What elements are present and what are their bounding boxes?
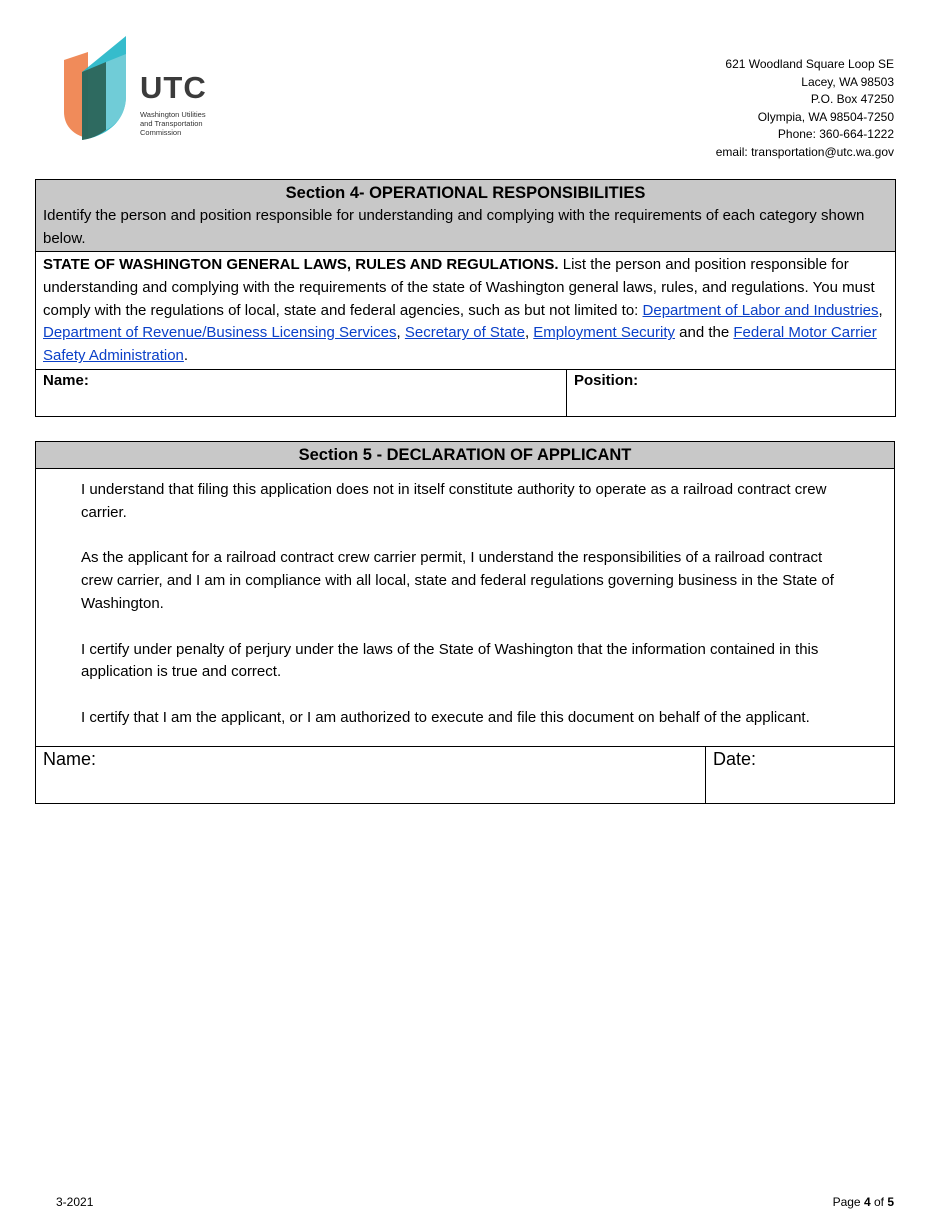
section-5-header (36, 442, 895, 469)
section-5-title: Section 5 - DECLARATION OF APPLICANT (298, 446, 632, 464)
link-labor-industries[interactable]: Department of Labor and Industries (642, 301, 879, 319)
date-label: Date: (713, 748, 757, 769)
section-4-header (36, 180, 896, 252)
link-secretary-of-state[interactable]: Secretary of State (404, 324, 525, 342)
applicant-name-field[interactable] (36, 746, 706, 803)
utc-logo-mark-icon (62, 36, 132, 142)
declaration-paragraph: I certify that I am the applicant, or I am authorized to execute and file this document on behalf of the applicant. (81, 708, 810, 726)
section-4-title: Section 4- OPERATIONAL RESPONSIBILITIES (285, 184, 646, 202)
page-number: Page 4 of 5 (832, 1195, 894, 1209)
declaration-text (36, 469, 895, 747)
position-label: Position: (574, 371, 639, 389)
declaration-paragraph: I certify under penalty of perjury under the laws of the State of Washington that the information contained in this application is true and correct. (81, 640, 819, 681)
address-line: Olympia, WA 98504-7250 (757, 109, 894, 124)
address-line: P.O. Box 47250 (810, 92, 894, 107)
responsible-position-field[interactable] (567, 369, 896, 416)
section-4-table (35, 179, 896, 417)
declaration-paragraph: As the applicant for a railroad contract crew carrier permit, I understand the responsibilities of a railroad contract crew carrier, and I am in compliance with all local, state and federal regulations governing business in the State of Washington. (81, 549, 834, 612)
responsible-name-field[interactable] (36, 369, 567, 416)
date-field[interactable] (706, 746, 895, 803)
form-version: 3-2021 (56, 1195, 94, 1209)
link-fmcsa[interactable]: Federal Motor Carrier Safety Administration (43, 324, 877, 365)
utc-logo (62, 36, 242, 142)
address-line: Phone: 360-664-1222 (777, 127, 894, 142)
logo-wordmark: UTC (140, 70, 207, 105)
laws-paragraph: STATE OF WASHINGTON GENERAL LAWS, RULES AND REGULATIONS. List the person and position responsible for understanding and complying with the requirements of the state of Washington general laws, rules, and regulations. You must comply with the regulations of local, state and federal agencies, such as but not limited to: Department of Labor and Industries, Department of Revenue/Business Licensing Services, Secretary of State, Employment Security and the Federal Motor Carrier Safety Administration. (36, 252, 896, 370)
link-employment-security[interactable]: Employment Security (533, 324, 675, 342)
link-revenue-business-licensing[interactable]: Department of Revenue/Business Licensing Services (43, 324, 397, 342)
address-line: Lacey, WA 98503 (801, 74, 894, 89)
name-label: Name: (43, 371, 89, 389)
declaration-paragraph: I understand that filing this application does not in itself constitute authority to operate as a railroad contract crew carrier. (81, 481, 827, 521)
contact-address (716, 56, 894, 162)
section-5-table (35, 441, 895, 804)
applicant-name-label: Name: (43, 748, 97, 769)
address-line: 621 Woodland Square Loop SE (725, 57, 894, 71)
address-line: email: transportation@utc.wa.gov (715, 144, 894, 159)
section-4-description: Identify the person and position responsible for understanding and complying with the requirements of each category shown below. (43, 207, 865, 247)
laws-heading: STATE OF WASHINGTON GENERAL LAWS, RULES AND REGULATIONS. (43, 256, 559, 273)
logo-subtitle: Washington Utilities and Transportation Commission (140, 110, 206, 137)
